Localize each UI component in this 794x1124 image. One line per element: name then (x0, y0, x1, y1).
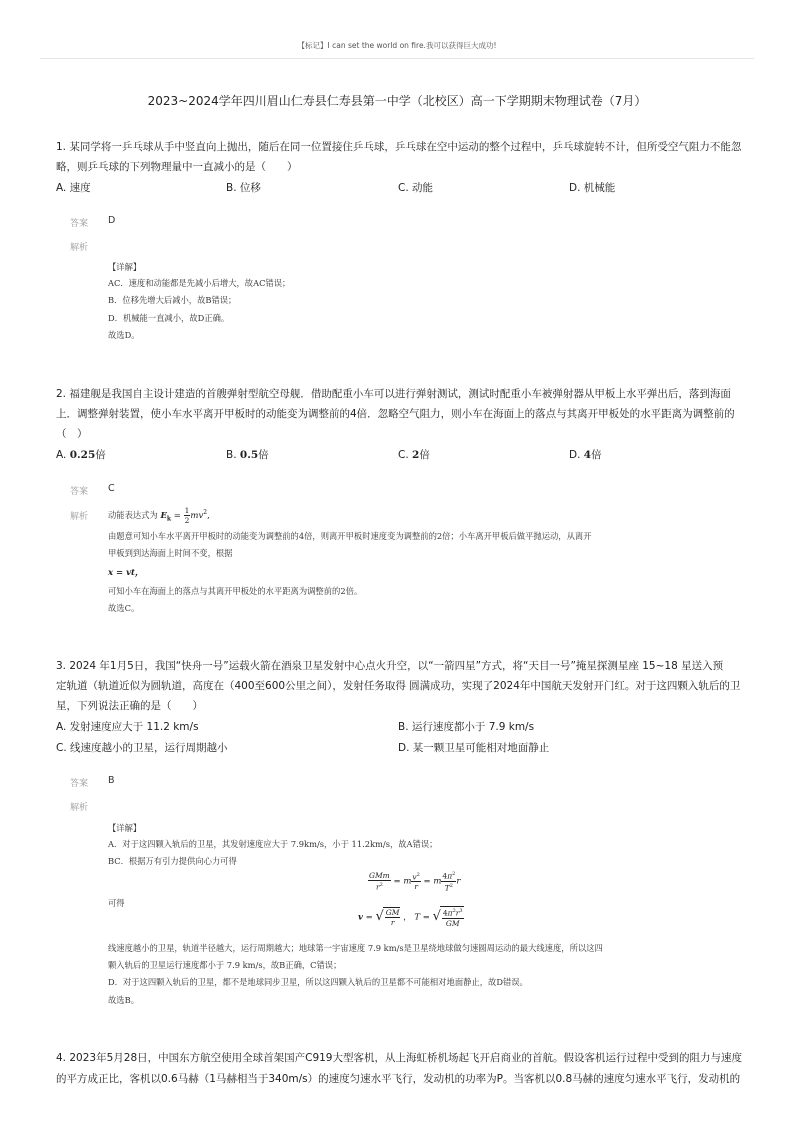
q1-explain-line: 【详解】 (108, 262, 142, 272)
q3-stem-line2: 定轨道（轨道近似为圆轨道，高度在（400至600公里之间），发射任务取得 圆满成功，实现了2024年中国航天发射开门红。对于这四颗入轨后的卫 (56, 680, 741, 692)
q3-explain-line: BC．根据万有引力提供向心力可得 (108, 856, 237, 866)
page-title: 2023~2024学年四川眉山仁寿县仁寿县第一中学（北校区）高一下学期期末物理试卷（7月） (147, 94, 647, 108)
q3-option-b[interactable]: B. 运行速度都小于 7.9 km/s (398, 721, 535, 733)
q1-explain-line: 故选D。 (108, 330, 140, 340)
q3-option-a[interactable]: A. 发射速度应大于 11.2 km/s (56, 721, 199, 733)
q2-stem-line1: 2. 福建舰是我国自主设计建造的首艘弹射型航空母舰．借助配重小车可以进行弹射测试，测试时配重小车被弹射器从甲板上水平弹出后，落到海面 (56, 388, 731, 400)
q1-option-a[interactable]: A. 速度 (56, 182, 91, 194)
q2-stem-line3: （ ） (56, 428, 88, 440)
banner-divider (40, 58, 754, 59)
kinetic-energy-formula: $E_k$ = $\frac{1}{2}$ $mv^2$, (160, 506, 210, 525)
q3-explain-line: 颗入轨后的卫星运行速度都小于 7.9 km/s，故B正确，C错误； (108, 960, 342, 970)
q2-analysis-label: 解析 (70, 512, 89, 522)
q1-explain-line: AC．速度和动能都是先减小后增大，故AC错误； (108, 278, 291, 288)
q1-option-c[interactable]: C. 动能 (398, 182, 434, 194)
q2-explain-line: 故选C。 (108, 603, 140, 613)
q2-option-b[interactable]: B. 0.5倍 (226, 449, 269, 461)
q2-option-c[interactable]: C. 2倍 (398, 449, 430, 461)
q1-explain-line: D．机械能一直减小，故D正确。 (108, 313, 230, 323)
q3-option-d[interactable]: D. 某一颗卫星可能相对地面静止 (398, 742, 550, 754)
q2-explain-kinetic-energy: 动能表达式为 $E_k$ = $\frac{1}{2}$ $mv^2$, (108, 506, 210, 525)
q2-explain-line: 由题意可知小车水平离开甲板时的动能变为调整前的4倍，则离开甲板时速度变为调整前的2倍；小车离开甲板后做平抛运动，从离开 (108, 531, 592, 541)
q1-option-b[interactable]: B. 位移 (226, 182, 261, 194)
q1-option-d[interactable]: D. 机械能 (569, 182, 616, 194)
banner-text: 【标记】I can set the world on fire.我可以获得巨大成功! (297, 41, 497, 50)
q1-stem-line2: 略，则乒乓球的下列物理量中一直减小的是（ ） (56, 161, 298, 173)
q2-answer-value: C (108, 483, 115, 494)
q2-stem-line2: 上．调整弹射装置，使小车水平离开甲板时的动能变为调整前的4倍．忽略空气阻力，则小车在海面上的落点与其离开甲板处的水平距离为调整前的 (56, 408, 735, 420)
q3-stem-line3: 星，下列说法正确的是（ ） (56, 700, 203, 712)
q3-explain-line: 【详解】 (108, 823, 142, 833)
q3-explain-line: 故选B。 (108, 995, 139, 1005)
q3-explain-line: D．对于这四颗入轨后的卫星，都不是地球同步卫星，所以这四颗入轨后的卫星都不可能相对地面静止，故D错误。 (108, 977, 528, 987)
q2-formula-x-vt: x = vt， (108, 568, 144, 578)
q3-stem-line1: 3. 2024 年1月5日，我国“快舟一号”运载火箭在酒泉卫星发射中心点火升空，以“一箭四星”方式，将“天目一号”掩星探测星座 15~18 星送入预 (56, 660, 724, 672)
q2-explain-line: 可知小车在海面上的落点与其离开甲板处的水平距离为调整前的2倍。 (108, 586, 363, 596)
q3-explain-line: A．对于这四颗入轨后的卫星，其发射速度应大于 7.9km/s，小于 11.2km/s，故A错误； (108, 839, 438, 849)
q2-option-a[interactable]: A. 0.25倍 (56, 449, 106, 461)
q3-gravitation-formula: $\frac{\text{GMm}}{r^2}$ = m $\frac{v^2}{r}$ = m $\frac{4\pi^2}{T^2}$ r (369, 870, 461, 892)
q3-analysis-label: 解析 (70, 803, 89, 813)
q1-explain-line: B．位移先增大后减小，故B错误； (108, 295, 237, 305)
q1-analysis-label: 解析 (70, 243, 89, 253)
q3-explain-line: 线速度越小的卫星，轨道半径越大，运行周期越大；地球第一宇宙速度 7.9 km/s是卫星绕地球做匀速圆周运动的最大线速度，所以这四 (108, 943, 603, 953)
q3-option-c[interactable]: C. 线速度越小的卫星，运行周期越小 (56, 742, 228, 754)
q1-answer-value: D (108, 215, 116, 226)
q2-explain-line: 甲板到到达海面上时间不变，根据 (108, 548, 233, 558)
q1-stem-line1: 1. 某同学将一乒乓球从手中竖直向上抛出，随后在同一位置接住乒乓球，乒乓球在空中运动的整个过程中，乒乓球旋转不计，但所受空气阻力不能忽 (56, 141, 742, 153)
q4-stem-line2: 的平方成正比，客机以0.6马赫（1马赫相当于340m/s）的速度匀速水平飞行，发动机的功率为P。当客机以0.8马赫的速度匀速水平飞行，发动机的 (56, 1073, 741, 1085)
q3-answer-label: 答案 (70, 779, 89, 789)
q3-velocity-period-formula: v = √ $\frac{GM}{r}$ ， T = √ $\frac{4\pi^2r^3}{GM}$ (358, 907, 463, 928)
q2-answer-label: 答案 (70, 487, 89, 497)
q2-option-d[interactable]: D. 4倍 (569, 449, 602, 461)
q4-stem-line1: 4. 2023年5月28日，中国东方航空使用全球首架国产C919大型客机，从上海虹桥机场起飞开启商业的首航。假设客机运行过程中受到的阻力与速度 (56, 1052, 742, 1064)
q3-answer-value: B (108, 775, 115, 786)
q1-answer-label: 答案 (70, 219, 89, 229)
q3-explain-line: 可得 (108, 898, 125, 908)
